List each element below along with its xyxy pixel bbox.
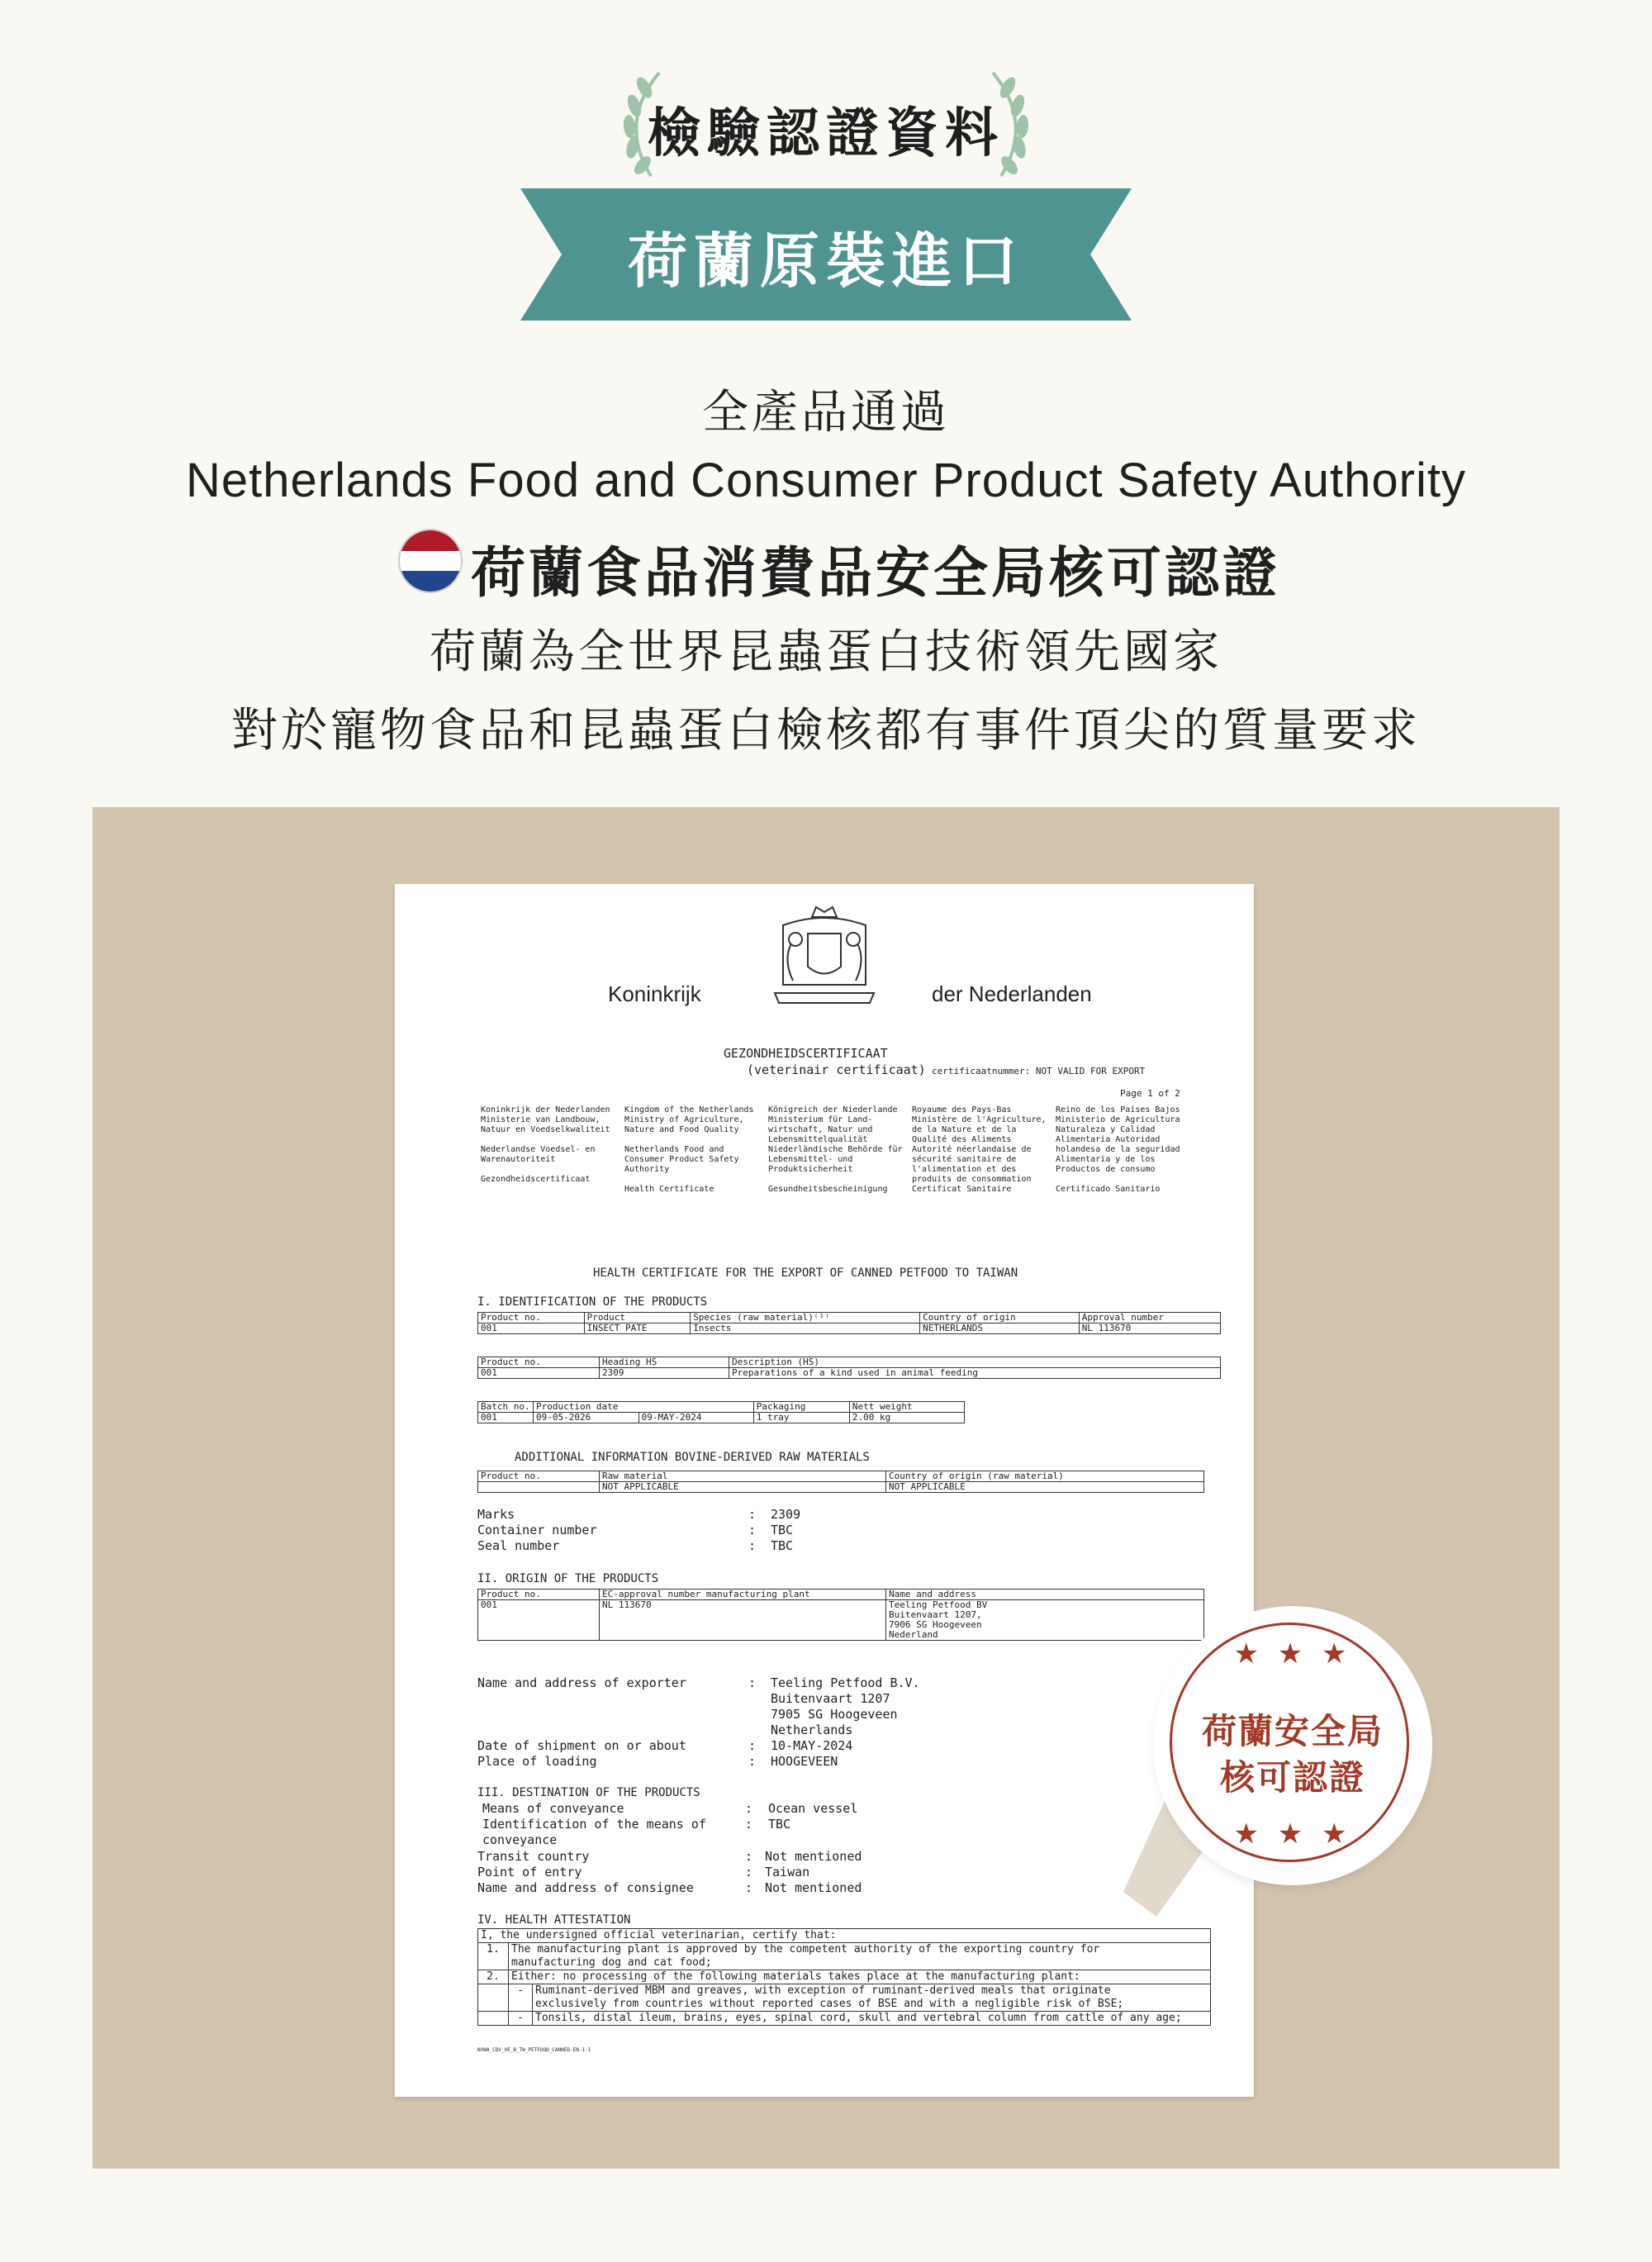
intro-line-2: Netherlands Food and Consumer Product Safety Authority [186,454,1466,507]
conveyance-colon: : [745,1801,753,1816]
conveyance-value: Ocean vessel [768,1801,858,1816]
cert-subtitle: (veterinair certificaat) [747,1062,926,1077]
ministry-nl: Koninkrijk der Nederlanden Ministerie van Landbouw, Natuur en Voedselkwaliteit Nederlandse Voedsel- en Warenautoriteit Gezondheidscertificaat [481,1105,610,1184]
transit-value: Not mentioned [765,1849,862,1864]
main-title: HEALTH CERTIFICATE FOR THE EXPORT OF CANNED PETFOOD TO TAIWAN [593,1266,1018,1280]
doc-footer-code: NVWA_CDV_VE_B_TW_PETFOOD_CANNED-EN-1-1 [477,2047,591,2053]
identification-label: Identification of the means of conveyance [482,1817,706,1847]
section-3-title: III. DESTINATION OF THE PRODUCTS [477,1786,700,1799]
kingdom-left: Koninkrijk [608,981,701,1006]
consignee-value: Not mentioned [765,1880,862,1895]
shipment-label: Date of shipment on or about [477,1738,686,1753]
entry-label: Point of entry [477,1865,582,1879]
seal-stars-top: ★ ★ ★ [1233,1637,1352,1670]
identification-value: TBC [768,1817,791,1832]
exporter-colon: : [748,1675,757,1690]
inspection-title: 檢驗認證資料 [648,103,1004,164]
entry-value: Taiwan [765,1865,810,1879]
ministry-fr: Royaume des Pays-Bas Ministère de l'Agriculture, de la Nature et de la Qualité des Aliments Autorité néerlandaise de sécurité sanitaire de l'alimentation et des produits de consommation Certificat Sanitaire [912,1105,1047,1194]
consignee-label: Name and address of consignee [477,1880,694,1895]
consignee-colon: : [745,1880,753,1895]
seal-stars-bottom: ★ ★ ★ [1233,1818,1352,1851]
page-number: Page 1 of 2 [1120,1088,1180,1099]
section-1-title: I. IDENTIFICATION OF THE PRODUCTS [477,1295,708,1309]
intro-line-1: 全產品通過 [702,386,950,440]
loading-label: Place of loading [477,1754,597,1769]
seal-line-2: 核可認證 [1219,1757,1365,1798]
marks-colons: : : : [748,1507,757,1553]
exporter-value: Teeling Petfood B.V. Buitenvaart 1207 7905 SG Hoogeveen Netherlands [771,1675,920,1737]
transit-label: Transit country [477,1849,590,1864]
origin-table: Product no. EC-approval number manufacturing plant Name and address 001 NL 113670 Teeling Petfood BV Buitenvaart 1207, 7906 SG Hoogeveen Nederland [477,1589,1204,1641]
intro-line-4: 荷蘭為全世界昆蟲蛋白技術領先國家 [430,625,1222,679]
shipment-value: 10-MAY-2024 [771,1738,853,1753]
ministry-es: Reino de los Países Bajos Ministerio de Agricultura Naturaleza y Calidad Alimentaria Autoridad holandesa de la seguridad Alimentaria y de los Productos de consumo Certificado Sanitario [1056,1105,1180,1194]
additional-title: ADDITIONAL INFORMATION BOVINE-DERIVED RAW MATERIALS [515,1451,870,1464]
identification-colon: : [745,1817,753,1832]
shipment-colon: : [748,1738,757,1753]
transit-colon: : [745,1849,753,1864]
intro-line-5: 對於寵物食品和昆蟲蛋白檢核都有事件頂尖的質量要求 [231,704,1421,758]
batch-table: Batch no. Production date Packaging Nett weight 001 09-05-2026 09-MAY-2024 1 tray 2.00 kg [477,1401,965,1423]
products-table: Product no. Product Species (raw material)⁽¹⁾ Country of origin Approval number 001 INSECT PATE Insects NETHERLANDS NL 113670 [477,1312,1221,1334]
hs-table: Product no. Heading HS Description (HS) 001 2309 Preparations of a kind used in animal feeding [477,1357,1221,1379]
conveyance-label: Means of conveyance [482,1801,624,1816]
kingdom-right: der Nederlanden [932,981,1092,1006]
intro-line-3: 荷蘭食品消費品安全局核可認證 [471,541,1280,605]
loading-value: HOOGEVEEN [771,1754,838,1769]
entry-colon: : [745,1865,753,1879]
ministry-de: Königreich der Niederlande Ministerium für Land- wirtschaft, Natur und Lebensmittelqualität Niederländische Behörde für Lebensmittel- und Produktsicherheit Gesundheitsbescheinigung [768,1105,903,1194]
seal-text [1156,1708,1429,1801]
attestation-table: I, the undersigned official veterinarian, certify that: 1. The manufacturing plant is approved by the competent authority of the exporting country for manufacturing dog and cat food; 2. Either: no processing of the following materials takes place at the manufacturing plant: - Ruminant-derived MBM and greaves, with exception of ruminant-derived meals that originate exclusively from countries without reported cases of BSE and with a negligible risk of BSE; - Tonsils, distal ileum, brains, eyes, spinal cord, skull and vertebral column from cattle of any age; [477,1928,1211,2026]
cert-number: certificaatnummer: NOT VALID FOR EXPORT [932,1066,1146,1076]
ribbon-title: 荷蘭原裝進口 [627,226,1024,296]
exporter-label: Name and address of exporter [477,1675,686,1690]
section-4-title: IV. HEALTH ATTESTATION [477,1913,631,1927]
seal-line-1: 荷蘭安全局 [1201,1711,1384,1751]
marks-values: 2309 TBC TBC [771,1507,801,1553]
coat-of-arms-icon [758,902,890,1010]
section-2-title: II. ORIGIN OF THE PRODUCTS [477,1572,659,1585]
ministry-en: Kingdom of the Netherlands Ministry of Agriculture, Nature and Food Quality Netherlands Food and Consumer Product Safety Authority Health Certificate [624,1105,754,1194]
marks-labels: Marks Container number Seal number [477,1507,597,1553]
cert-title: GEZONDHEIDSCERTIFICAAT [724,1046,888,1061]
loading-colon: : [748,1754,757,1769]
bovine-table: Product no. Raw material Country of origin (raw material) NOT APPLICABLE NOT APPLICABLE [477,1471,1204,1493]
